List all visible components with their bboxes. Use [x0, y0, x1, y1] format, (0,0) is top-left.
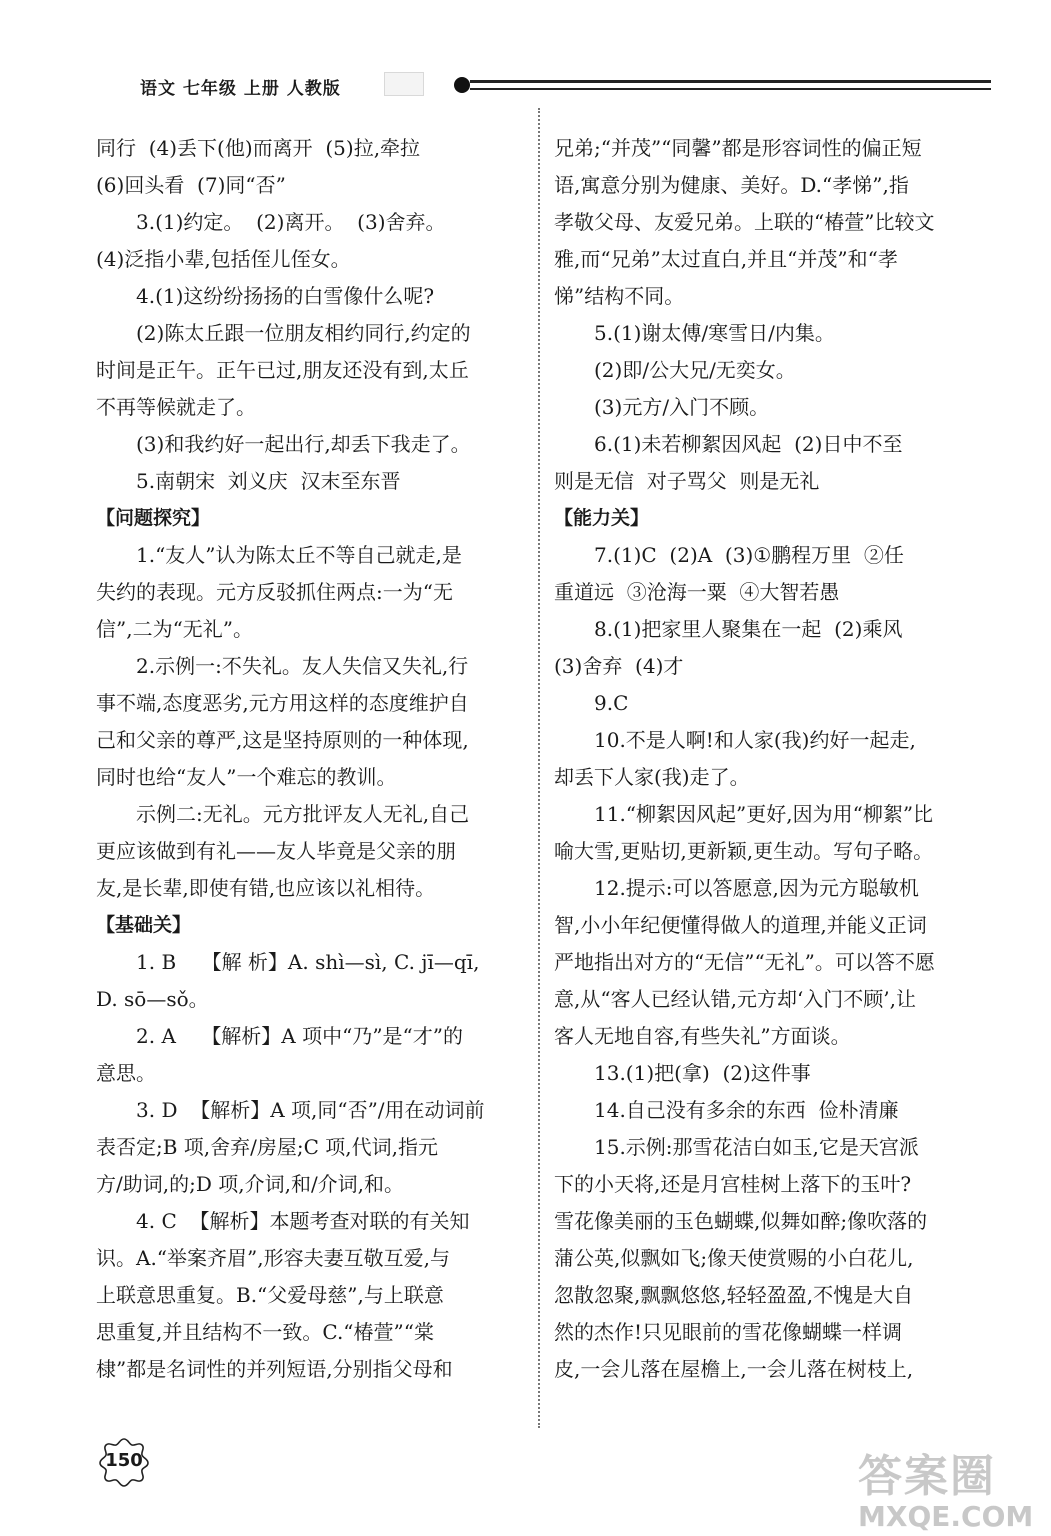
text-line: (3)舍弃 (4)才: [554, 654, 684, 678]
header-rule: [470, 80, 991, 83]
text-line: 信”,二为“无礼”。: [96, 617, 254, 641]
text-line: 示例二:无礼。元方批评友人无礼,自己: [136, 802, 470, 826]
text-line: 4.(1)这纷纷扬扬的白雪像什么呢?: [136, 284, 435, 308]
section-heading: 【基础关】: [96, 914, 192, 936]
text-line: 9.C: [594, 691, 629, 715]
text-line: 2. A 【解析】A 项中“乃”是“才”的: [136, 1024, 464, 1048]
text-line: 5.(1)谢太傅/寒雪日/内集。: [594, 321, 835, 345]
text-line: 皮,一会儿落在屋檐上,一会儿落在树枝上,: [554, 1357, 914, 1381]
text-line: 同行 (4)丢下(他)而离开 (5)拉,牵拉: [96, 136, 421, 160]
text-line: (3)和我约好一起出行,却丢下我走了。: [136, 432, 471, 456]
text-line: 方/助词,的;D 项,介词,和/介词,和。: [96, 1172, 405, 1196]
text-line: 2.示例一:不失礼。友人失信又失礼,行: [136, 654, 469, 678]
text-line: 重道远 ③沧海一粟 ④大智若愚: [554, 580, 840, 604]
text-line: 然的杰作!只见眼前的雪花像蝴蝶一样调: [554, 1320, 903, 1344]
text-line: 不再等候就走了。: [96, 395, 256, 419]
text-line: 事不端,态度恶劣,元方用这样的态度维护自: [96, 691, 469, 715]
text-line: 3. D 【解析】A 项,同“否”/用在动词前: [136, 1098, 485, 1122]
text-line: 兄弟;“并茂”“同馨”都是形容词性的偏正短: [554, 136, 922, 160]
text-line: 蒲公英,似飘如飞;像天使赏赐的小白花儿,: [554, 1246, 914, 1270]
text-line: 悌”结构不同。: [554, 284, 685, 308]
text-line: D. sō—sǒ。: [96, 987, 209, 1011]
text-line: (6)回头看 (7)同“否”: [96, 173, 286, 197]
book-title: 语文 七年级 上册 人教版: [140, 79, 341, 99]
text-line: 12.提示:可以答愿意,因为元方聪敏机: [594, 876, 919, 900]
section-heading: 【能力关】: [554, 507, 650, 529]
text-line: (3)元方/入门不顾。: [594, 395, 770, 419]
text-line: (2)陈太丘跟一位朋友相约同行,约定的: [136, 321, 471, 345]
text-line: 13.(1)把(拿) (2)这件事: [594, 1061, 811, 1085]
text-line: 失约的表现。元方反驳抓住两点:一为“无: [96, 580, 453, 604]
text-line: 智,小小年纪便懂得做人的道理,并能义正词: [554, 913, 927, 937]
text-line: 识。A.“举案齐眉”,形容夫妻互敬互爱,与: [96, 1246, 450, 1270]
text-line: 11.“柳絮因风起”更好,因为用“柳絮”比: [594, 802, 934, 826]
text-line: 更应该做到有礼——友人毕竟是父亲的朋: [96, 839, 456, 863]
text-line: 客人无地自容,有些失礼”方面谈。: [554, 1024, 851, 1048]
watermark-url: MXQE.COM: [858, 1500, 1034, 1533]
text-line: 10.不是人啊!和人家(我)约好一起走,: [594, 728, 916, 752]
left-column: [96, 130, 524, 1388]
text-line: 5.南朝宋 刘义庆 汉末至东晋: [136, 469, 401, 493]
text-line: 表否定;B 项,舍弃/房屋;C 项,代词,指元: [96, 1135, 439, 1159]
text-line: 上联意思重复。B.“父爱母慈”,与上联意: [96, 1283, 444, 1307]
text-line: 己和父亲的尊严,这是坚持原则的一种体现,: [96, 728, 469, 752]
text-line: 喻大雪,更贴切,更新颖,更生动。写句子略。: [554, 839, 934, 863]
text-line: 思重复,并且结构不一致。C.“椿萱”“棠: [96, 1320, 434, 1344]
text-line: 雅,而“兄弟”太过直白,并且“并茂”和“孝: [554, 247, 898, 271]
page-header: [0, 0, 1051, 110]
text-line: 则是无信 对子骂父 则是无礼: [554, 469, 820, 493]
text-line: (2)即/公大兄/无奕女。: [594, 358, 796, 382]
text-line: 同时也给“友人”一个难忘的教训。: [96, 765, 397, 789]
header-decoration-box: [384, 72, 424, 96]
header-rule: [470, 88, 991, 90]
page-number-badge: [98, 1436, 150, 1488]
text-line: 3.(1)约定。 (2)离开。 (3)舍弃。: [136, 210, 446, 234]
text-line: 棣”都是名词性的并列短语,分别指父母和: [96, 1357, 453, 1381]
section-heading: 【问题探究】: [96, 507, 211, 529]
text-line: 孝敬父母、友爱兄弟。上联的“椿萱”比较文: [554, 210, 935, 234]
text-line: 严地指出对方的“无信”“无礼”。可以答不愿: [554, 950, 935, 974]
watermark: [858, 1440, 1048, 1532]
text-line: 意思。: [96, 1061, 156, 1085]
text-line: 6.(1)未若柳絮因风起 (2)日中不至: [594, 432, 903, 456]
text-line: 4. C 【解析】本题考查对联的有关知: [136, 1209, 470, 1233]
text-line: 友,是长辈,即使有错,也应该以礼相待。: [96, 876, 436, 900]
text-line: 意,从“客人已经认错,元方却‘入门不顾’,让: [554, 987, 917, 1011]
text-line: 8.(1)把家里人聚集在一起 (2)乘风: [594, 617, 903, 641]
text-line: 1.“友人”认为陈太丘不等自己就走,是: [136, 543, 462, 567]
text-line: 却丢下人家(我)走了。: [554, 765, 750, 789]
text-line: 语,寓意分别为健康、美好。D.“孝悌”,指: [554, 173, 909, 197]
text-line: (4)泛指小辈,包括侄儿侄女。: [96, 247, 351, 271]
text-line: 1. B 【解 析】A. shì—sì, C. jī—qī,: [136, 950, 480, 974]
column-divider: [538, 108, 540, 1428]
text-line: 下的小天将,还是月宫桂树上落下的玉叶?: [554, 1172, 912, 1196]
watermark-logo: 答案圈: [858, 1451, 996, 1502]
header-bullet-icon: [454, 77, 470, 93]
page-number: 150: [105, 1450, 143, 1471]
right-column: [554, 130, 972, 1388]
text-line: 15.示例:那雪花洁白如玉,它是天宫派: [594, 1135, 919, 1159]
text-line: 雪花像美丽的玉色蝴蝶,似舞如醉;像吹落的: [554, 1209, 928, 1233]
text-line: 14.自己没有多余的东西 俭朴清廉: [594, 1098, 899, 1122]
text-line: 时间是正午。正午已过,朋友还没有到,太丘: [96, 358, 469, 382]
text-line: 忽散忽聚,飘飘悠悠,轻轻盈盈,不愧是大自: [554, 1283, 914, 1307]
text-line: 7.(1)C (2)A (3)①鹏程万里 ②任: [594, 543, 904, 567]
